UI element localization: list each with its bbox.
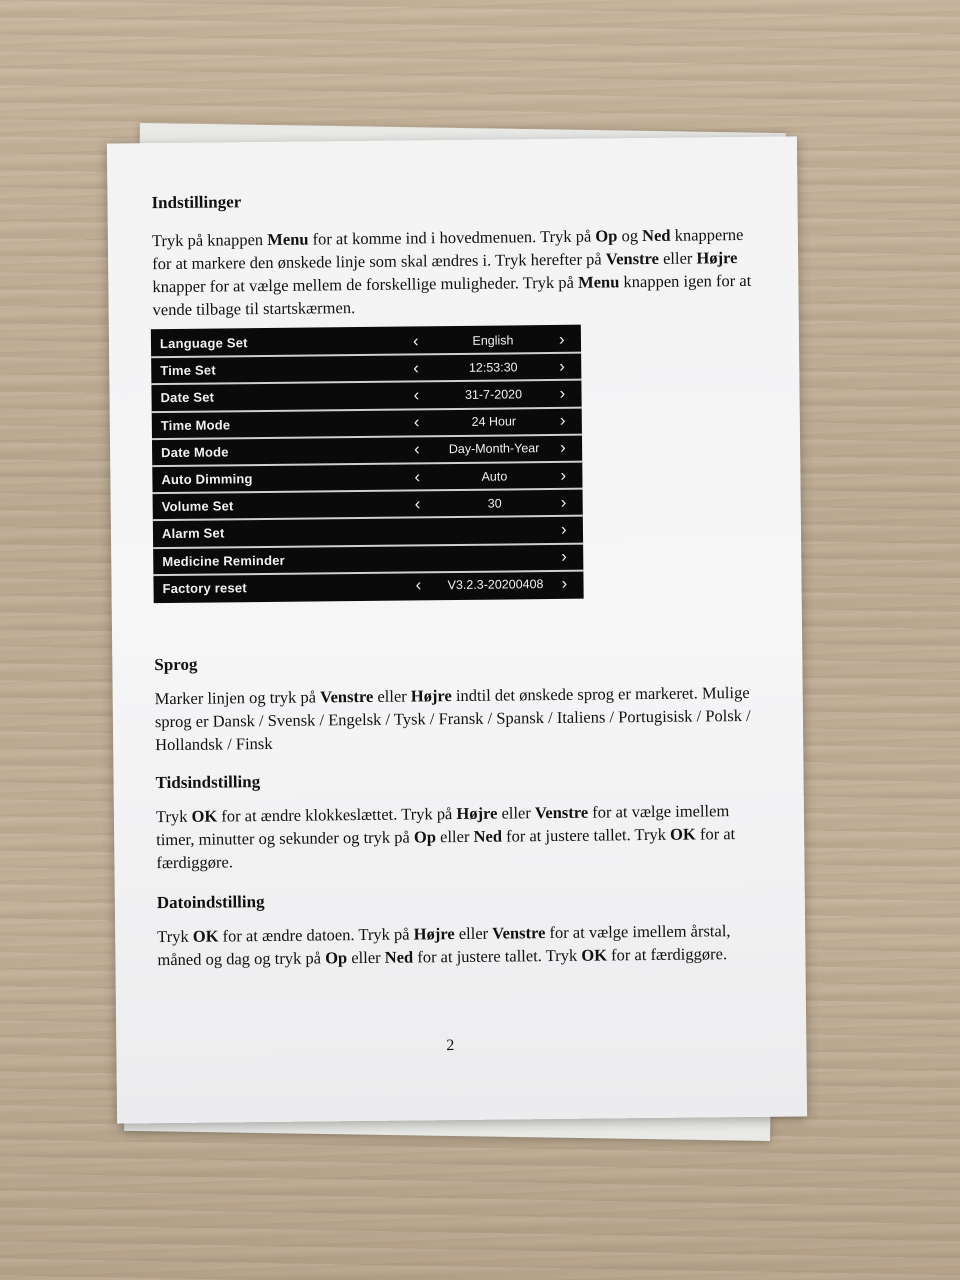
menu-row-value: 31-7-2020 bbox=[464, 387, 523, 402]
section-datoindstilling bbox=[157, 887, 758, 971]
chevron-right-icon: › bbox=[559, 438, 566, 458]
menu-row-value bbox=[435, 557, 555, 558]
chevron-right-icon: › bbox=[560, 519, 567, 539]
bold-term: OK bbox=[670, 824, 696, 844]
chevron-left-icon: ‹ bbox=[414, 494, 421, 514]
menu-row-label: Time Mode bbox=[160, 417, 231, 433]
bold-term: Op bbox=[325, 948, 348, 968]
bold-term: Ned bbox=[642, 225, 671, 246]
chevron-left-icon: ‹ bbox=[412, 330, 419, 351]
chevron-right-icon: › bbox=[561, 574, 568, 594]
bold-term: Højre bbox=[410, 686, 452, 706]
chevron-right-icon: › bbox=[558, 329, 565, 349]
chevron-left-icon: ‹ bbox=[414, 466, 421, 486]
bold-term: Ned bbox=[384, 947, 414, 967]
chevron-right-icon: › bbox=[559, 411, 566, 431]
chevron-left-icon: ‹ bbox=[414, 439, 420, 459]
bold-term: Op bbox=[413, 827, 437, 847]
section-body: Tryk OK for at ændre klokkeslættet. Tryk på Højre eller Venstre for at vælge imellem timer, minutter og sekunder og tryk på Op eller Ned for at justere tallet. Tryk OK for at færdiggøre. bbox=[155, 801, 736, 873]
menu-row-label: Volume Set bbox=[161, 498, 234, 515]
menu-row-label: Language Set bbox=[159, 335, 248, 352]
chevron-left-icon: ‹ bbox=[413, 358, 420, 378]
section-body: Tryk OK for at ændre datoen. Tryk på Højre eller Venstre for at vælge imellem årstal, måned og dag og tryk på Op eller Ned for at justere tallet. Tryk OK for at færdiggøre. bbox=[157, 921, 731, 970]
section-title: Tidsindstilling bbox=[155, 772, 261, 793]
bold-term: Menu bbox=[577, 272, 620, 292]
menu-row-value: Day-Month-Year bbox=[448, 441, 540, 457]
chevron-left-icon: ‹ bbox=[413, 412, 420, 432]
bold-term: Ned bbox=[473, 826, 503, 846]
bold-term: Højre bbox=[696, 248, 738, 268]
menu-row-value: 24 Hour bbox=[471, 414, 517, 429]
menu-row-label: Auto Dimming bbox=[161, 471, 253, 488]
bold-term: Højre bbox=[456, 803, 498, 824]
section-body: Marker linjen og tryk på Venstre eller Højre indtil det ønskede sprog er markeret. Mulige sprog er Dansk / Svensk / Engelsk / Tysk / Fransk / Spansk / Italiens / Portugisisk / Polsk / Hollandsk / Finsk bbox=[154, 682, 751, 755]
menu-row-value bbox=[435, 530, 555, 531]
bold-term: Højre bbox=[413, 924, 455, 944]
section-heading-indstillinger: Indstillinger bbox=[151, 192, 242, 213]
chevron-right-icon: › bbox=[560, 465, 567, 485]
chevron-left-icon: ‹ bbox=[413, 385, 420, 405]
chevron-left-icon: ‹ bbox=[415, 575, 422, 595]
section-tidsindstilling bbox=[155, 767, 756, 874]
menu-row-value: 30 bbox=[487, 496, 502, 511]
menu-row-value: English bbox=[472, 332, 514, 348]
chevron-right-icon: › bbox=[560, 492, 567, 512]
menu-row-value: 12:53:30 bbox=[468, 360, 518, 375]
menu-row-label: Date Set bbox=[160, 389, 215, 406]
chevron-right-icon: › bbox=[559, 356, 566, 376]
bold-term: Venstre bbox=[534, 802, 589, 823]
bold-term: OK bbox=[191, 806, 218, 826]
intro-paragraph: Tryk på knappen Menu for at komme ind i hovedmenuen. Tryk på Op og Ned knapperne for at markere den ønskede linje som skal ændres i. Tryk herefter på Venstre eller Højre knapper for at vælge mellem de forskellige muligheder. Tryk på Menu knappen igen for at vende tilbage til startskærmen. bbox=[151, 224, 752, 320]
bold-term: OK bbox=[192, 926, 219, 946]
intro-block bbox=[151, 187, 752, 321]
document-page bbox=[107, 136, 807, 1123]
bold-term: Venstre bbox=[605, 248, 660, 269]
chevron-right-icon: › bbox=[561, 546, 568, 566]
menu-row-label: Factory reset bbox=[162, 579, 247, 596]
bold-term: Venstre bbox=[492, 923, 546, 943]
settings-menu-table bbox=[151, 325, 584, 603]
menu-row bbox=[153, 571, 583, 601]
menu-row-value: Auto bbox=[481, 468, 508, 484]
menu-row-label: Time Set bbox=[160, 362, 216, 379]
bold-term: Venstre bbox=[320, 686, 374, 707]
menu-row-label: Medicine Reminder bbox=[162, 552, 285, 569]
section-sprog bbox=[154, 649, 755, 756]
page-number: 2 bbox=[446, 1037, 455, 1055]
menu-row-label: Alarm Set bbox=[161, 525, 225, 542]
bold-term: OK bbox=[581, 945, 608, 965]
bold-term: Menu bbox=[267, 229, 309, 249]
menu-row-label: Date Mode bbox=[161, 444, 229, 460]
chevron-right-icon: › bbox=[559, 383, 566, 403]
menu-row-value: V3.2.3-20200408 bbox=[447, 577, 544, 593]
section-title: Sprog bbox=[154, 654, 198, 675]
bold-term: Op bbox=[595, 226, 618, 246]
section-title: Datoindstilling bbox=[156, 892, 265, 913]
